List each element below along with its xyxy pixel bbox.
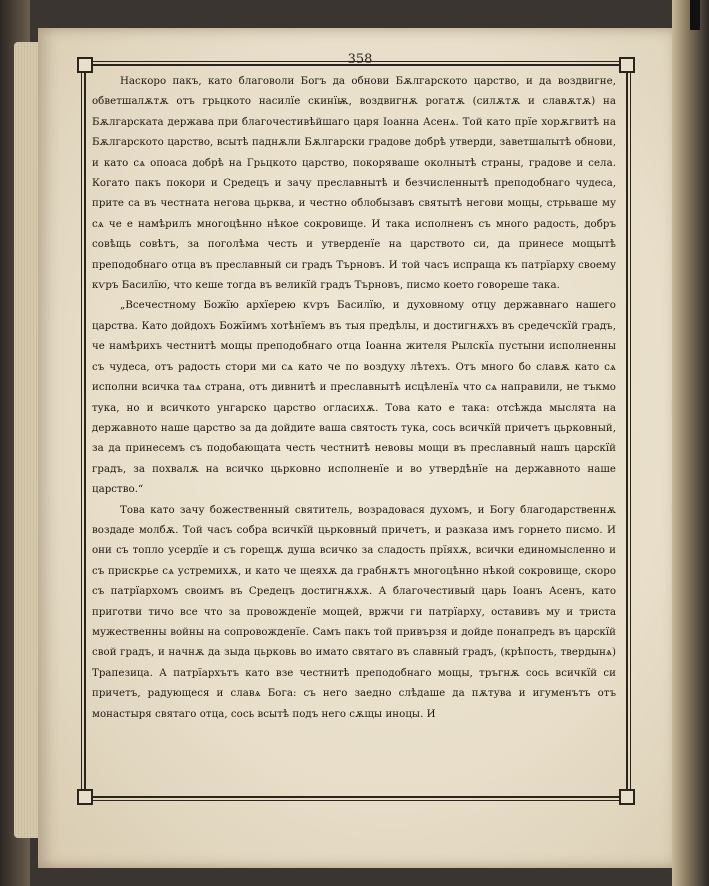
paragraph-1: Наскоро пакъ, като благоволи Богъ да обнови Бѫлгарското царство, и да воздвигне, обветшалѫтѫ отъ грьцкото насилїе скинїѭ, воздвигнѫ рогатѫ (силѫтѫ и славѫтѫ) на Бѫлгарската держава при благочестивѣйшаго царя Іоанна Асенѧ. Той като прїе хорѫгвитѣ на Бѫлгарското царство, всытѣ паднѫли Бѫлгарски градове добрѣ утверди, заветшалытѣ обнови, и като сѧ опоаса добрѣ на Грьцкото царство, покоряваше околнытѣ страны, градове и села. Когато пакъ покори и Средецъ и зачу преславнытѣ и безчисленнытѣ преподобнаго чудеса, прите са въ честната негова цьрква, и честно облобызавъ святытѣ негови мощы, стрьваше му сѧ че е намѣрилъ многоцѣнно нѣкое сокровище. И така исполненъ съ много радость, добръ совѣщь совѣтъ, за поголѣма честь и утверденїе на царството си, да принесе мощытѣ преподобнаго отца въ преславный си градъ Търновъ. И той часъ испраща къ патрїарху своему кѵръ Басилїю, что кеше тогда въ великїй градъ Търновъ, писмо което говореше така. [92,76,616,292]
frame-corner-ornament [77,789,93,805]
frame-corner-ornament [619,57,635,73]
body-text [92,72,616,725]
paragraph-2-letter: „Всечестному Божїю архїерею кѵръ Басилїю, и духовному отцу державнаго нашего царства. Като дойдохъ Божїимъ хотѣнїемъ въ тыя предѣлы, и достигнѫхъ въ средечскїй градъ, че намѣрихъ честнитѣ мощы преподобнаго отца Іоанна жителя Рылскїѧ пустыни исполненны съ чудеса, отъ радость стори ми сѧ като че по воздуху лѣтехъ. Отъ много бо славѫ като сѧ исполни всичка таѧ страна, отъ дивнитѣ и преславнытѣ исцѣленїѧ что сѧ направили, не тъкмо тука, но и всичкото унгарско царство огласихѫ. Това като е така: отсѣжда мыслята на державното наше царство за да дойдите ваша святость тука, сось всичкїй причетъ цьрковный, за да принесемъ съ подобающата честь честнитѣ невовы мощи въ преславный нашъ царскїй градъ, за похвалѫ на всичко цьрковно исполненїе и во утвердѣнїе на державното наше царство.“ [92,300,616,496]
binding-strap [690,0,700,30]
frame-corner-ornament [619,789,635,805]
book-spine [672,0,709,886]
paragraph-3: Това като зачу божественный святитель, возрадовася духомъ, и Богу благодарственнѫ воздаде молбѫ. Той часъ собра всичкїй цьрковный причетъ, и разказа имъ горнето писмо. И они съ топло усердїе и съ горещѫ душа всичко за сладость прїяхѫ, всички единомысленно и съ прискрье сѧ устремихѫ, и като че щеяхѫ да грабнѫтъ многоцѣнно нѣкой сокровище, скоро съ патрїархомъ своимъ въ Средецъ достигнѫхѫ. А благочестивый царь Іоанъ Асенъ, като приготви тичо все что за провожденїе мощей, вржчи ги патрїарху, оставивъ му и триста мужественны войны на сопровожденїе. Самъ пакъ той привързя и дойде понапредъ въ царскїй свой градъ, и начнѫ да зыда цьрковь во имато святаго въ славный градъ, (крѣпость, твердынѧ) Трапезица. А патрїархътъ като взе честнитѣ преподобнаго мощы, тръгнѫ сось всичкїй си причетъ, радующеся и славѧ Бога: съ него заедно слѣдаше да пѫтува и игуменътъ отъ монастыря святаго отца, сось всытѣ подъ него сѫщы иноцы. И [92,504,616,720]
page-number: 358 [347,52,373,67]
frame-corner-ornament [77,57,93,73]
